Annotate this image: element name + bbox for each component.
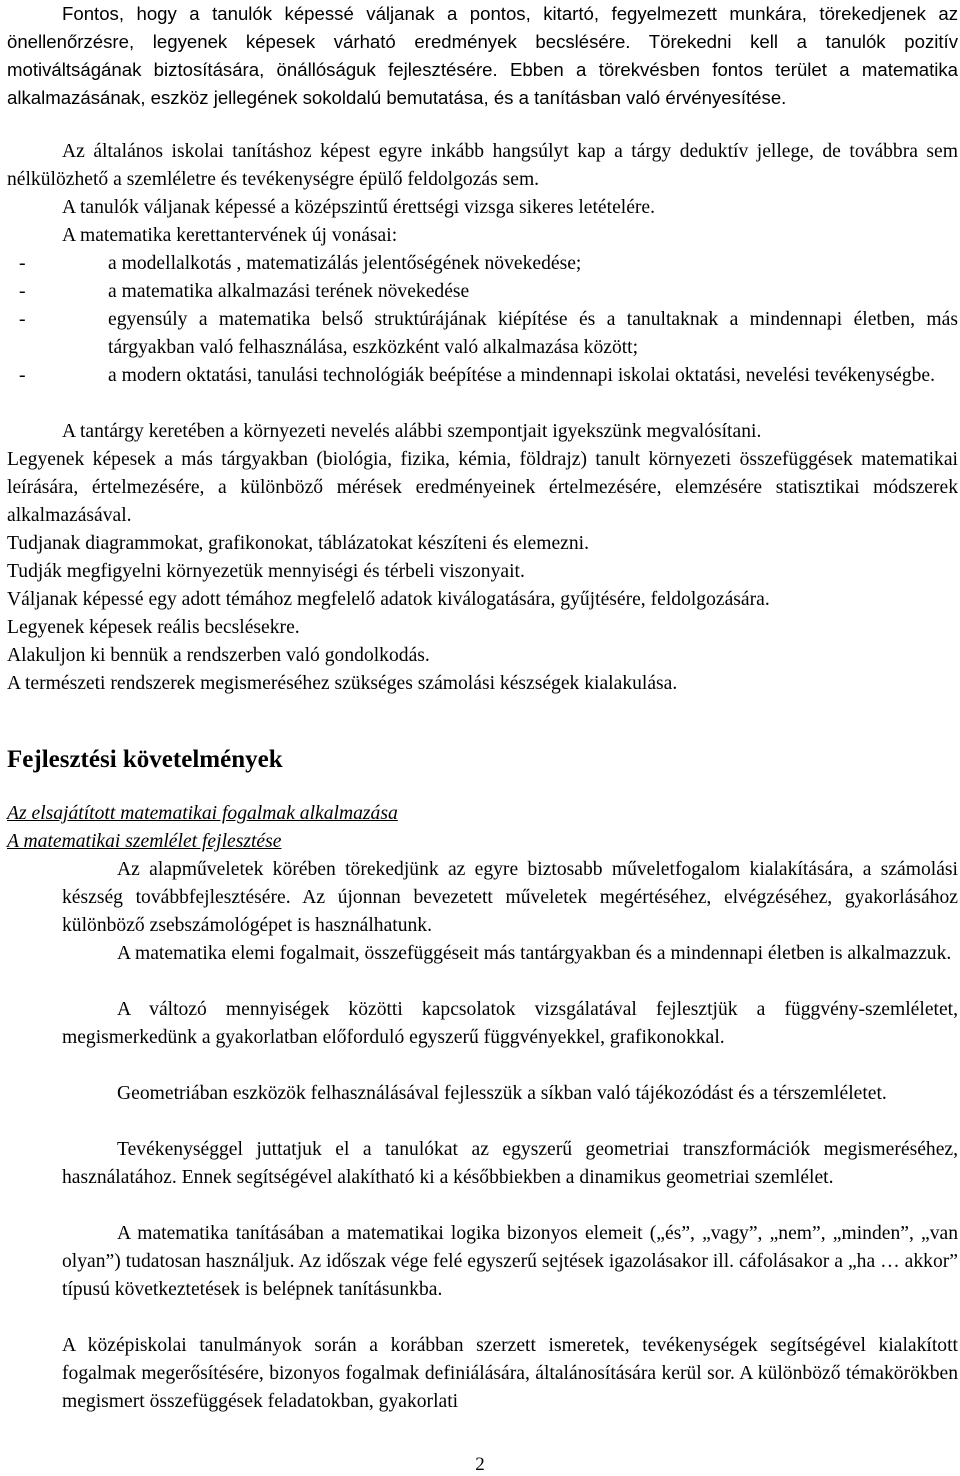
environment-paragraph: Tudjanak diagrammokat, grafikonokat, táblázatokat készíteni és elemezni. <box>7 533 589 554</box>
page-number: 2 <box>475 1454 485 1475</box>
section-paragraph: Geometriában eszközök felhasználásával fejlesszük a síkban való tájékozódást és a térszemléletet. <box>117 1083 887 1104</box>
environment-paragraph: Legyenek képesek reális becslésekre. <box>7 617 300 638</box>
list-dash: - <box>19 365 26 386</box>
section-paragraph: A változó mennyiségek közötti kapcsolatok vizsgálatával fejlesztjük a függvény-szemléletet, megismerkedünk a gyakorlatban előforduló egyszerű függvényekkel, grafikonokkal. <box>62 999 958 1048</box>
intro-paragraph-4: A matematika kerettantervének új vonásai: <box>62 225 398 246</box>
list-item <box>19 250 958 278</box>
list-dash: - <box>19 309 26 330</box>
environment-paragraph: Váljanak képessé egy adott témához megfelelő adatok kiválogatására, gyűjtésére, feldolgozására. <box>7 589 770 610</box>
section-heading: Fejlesztési követelmények <box>7 746 283 773</box>
list-item-text: egyensúly a matematika belső struktúrájának kiépítése és a tanultaknak a mindennapi életben, más tárgyakban való felhasználása, eszközként való alkalmazása között; <box>108 309 958 358</box>
list-item-text: a modellalkotás , matematizálás jelentőségének növekedése; <box>108 253 582 274</box>
environment-paragraph: Tudják megfigyelni környezetük mennyiségi és térbeli viszonyait. <box>7 561 525 582</box>
intro-paragraph-1: Fontos, hogy a tanulók képessé váljanak a pontos, kitartó, fegyelmezett munkára, törekedjenek az önellenőrzésre, legyenek képesek várható eredmények becslésére. Törekedni kell a tanulók pozitív motiváltságának biztosítására, önállóságuk fejlesztésére. Ebben a törekvésben fontos terület a matematika alkalmazásának, eszköz jellegének sokoldalú bemutatása, és a tanításban való érvényesítése. <box>7 3 958 108</box>
section-paragraph: A matematika tanításában a matematikai logika bizonyos elemeit („és”, „vagy”, „nem”, „minden”, „van olyan”) tudatosan használjuk. Az időszak vége felé egyszerű sejtések igazolásakor ill. cáfolásakor a „ha … akkor” típusú következtetések is belépnek tanításunkba. <box>62 1223 958 1300</box>
list-item-text: a matematika alkalmazási terének növekedése <box>108 281 470 302</box>
intro-paragraph-2: Az általános iskolai tanításhoz képest egyre inkább hangsúlyt kap a tárgy deduktív jellege, de továbbra sem nélkülözhető a szemléletre és tevékenységre épülő feldolgozás sem. <box>7 141 958 190</box>
list-item <box>19 278 958 306</box>
section-paragraph: Az alapműveletek körében törekedjünk az egyre biztosabb műveletfogalom kialakítására, a számolási készség továbbfejlesztésére. Az újonnan bevezetett műveletek megértéséhez, elvégzéséhez, gyakorlásához különböző zsebszámológépet is használhatunk. <box>62 859 958 936</box>
list-dash: - <box>19 253 26 274</box>
intro-paragraph-3: A tanulók váljanak képessé a középszintű érettségi vizsga sikeres letételére. <box>62 197 656 218</box>
subheading: A matematikai szemlélet fejlesztése <box>7 831 282 852</box>
list-item <box>19 306 958 362</box>
list-item-text: a modern oktatási, tanulási technológiák beépítése a mindennapi iskolai oktatási, nevelési tevékenységbe. <box>108 365 936 386</box>
list-dash: - <box>19 281 26 302</box>
section-paragraph: A matematika elemi fogalmait, összefüggéseit más tantárgyakban és a mindennapi életben is alkalmazzuk. <box>117 943 952 964</box>
environment-paragraph: A természeti rendszerek megismeréséhez szükséges számolási készségek kialakulása. <box>7 673 678 694</box>
subheading: Az elsajátított matematikai fogalmak alkalmazása <box>7 803 398 824</box>
environment-intro: A tantárgy keretében a környezeti nevelés alábbi szempontjait igyekszünk megvalósítani. <box>62 421 762 442</box>
list-item <box>19 362 958 390</box>
environment-paragraph: Legyenek képesek a más tárgyakban (biológia, fizika, kémia, földrajz) tanult környezeti összefüggések matematikai leírására, értelmezésére, a különböző mérések eredményeinek értelmezésére, elemzésére statisztikai módszerek alkalmazásával. <box>7 449 958 526</box>
section-paragraph: Tevékenységgel juttatjuk el a tanulókat az egyszerű geometriai transzformációk megismeréséhez, használatához. Ennek segítségével alakítható ki a későbbiekben a dinamikus geometriai szemlélet. <box>62 1139 958 1188</box>
environment-paragraph: Alakuljon ki bennük a rendszerben való gondolkodás. <box>7 645 430 666</box>
section-paragraph: A középiskolai tanulmányok során a korábban szerzett ismeretek, tevékenységek segítségével kialakított fogalmak megerősítésére, bizonyos fogalmak definiálására, általánosítására kerül sor. A különböző témakörökben megismert összefüggések feladatokban, gyakorlati <box>62 1335 958 1412</box>
